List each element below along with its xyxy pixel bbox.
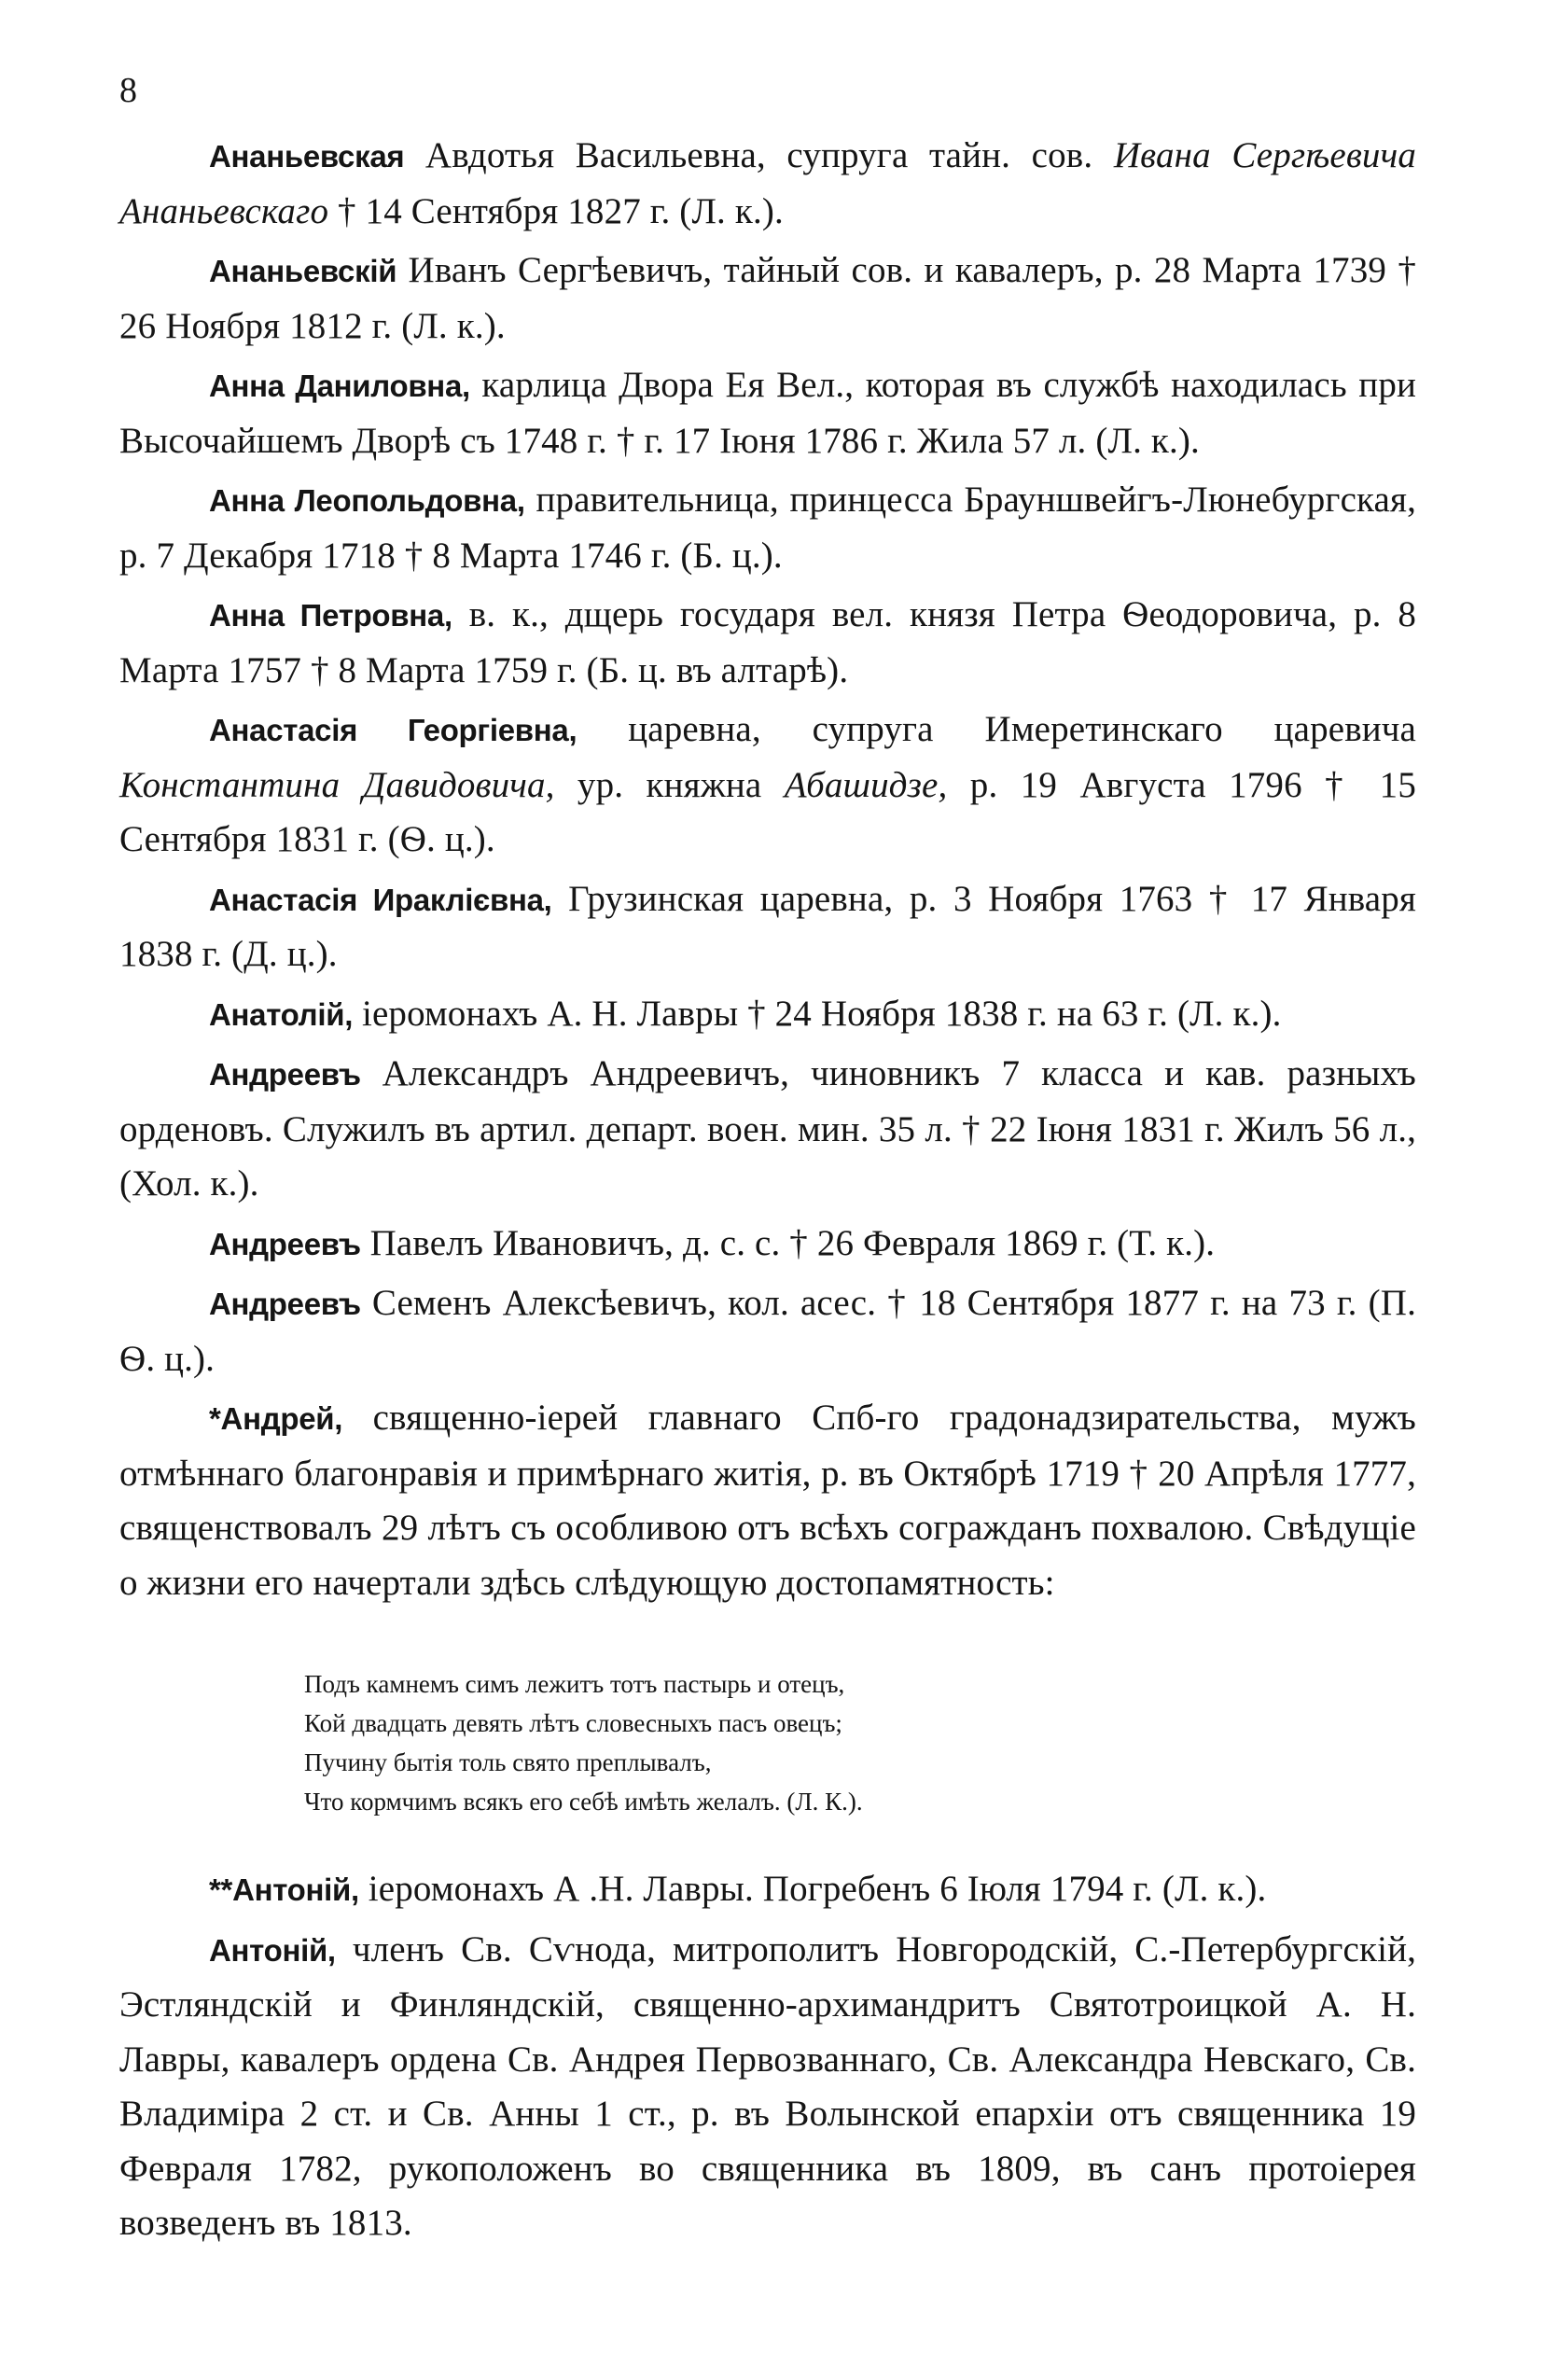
entry-headword: Андреевъ — [209, 1057, 361, 1092]
entry-text: † 14 Сентября 1827 г. (Л. к.). — [328, 190, 784, 231]
entry-anna-petrovna — [119, 588, 1416, 698]
entry-text: карлица Двора Ея Вел., которая въ службѣ находилась при Высочайшемъ Дворѣ съ 1748 г. † г. 17 Іюня 1786 г. Жила 57 л. (Л. к.). — [119, 365, 1416, 461]
entry-text: Александръ Андреевичъ, чиновникъ 7 класса и кав. разныхъ орденовъ. Служилъ въ артил. департ. воен. мин. 35 л. † 22 Іюня 1831 г. Жилъ 56 л., (Хол. к.). — [119, 1053, 1416, 1204]
entry-text: членъ Св. Сѵнода, митрополитъ Новгородскій, С.-Петербургскій, Эстляндскій и Финляндскій, священно-архимандритъ Святотроицкой А. Н. Лавры, кавалеръ ордена Св. Андрея Первозваннаго, Св. Александра Невскаго, Св. Владиміра 2 ст. и Св. Анны 1 ст., р. въ Волынской епархіи отъ священника 19 Февраля 1782, рукоположенъ во священника въ 1809, въ санъ протоіерея возведенъ въ 1813. — [119, 1928, 1416, 2243]
poem-line: Подъ камнемъ симъ лежитъ тотъ пастырь и отецъ, — [304, 1670, 845, 1698]
poem-line: Пучину бытія толь свято преплывалъ, — [304, 1748, 712, 1776]
entry-text: в. к., дщерь государя вел. князя Петра Ѳеодоровича, р. 8 Марта 1757 † 8 Марта 1759 г. (Б. ц. въ алтарѣ). — [119, 594, 1417, 690]
entry-headword: Андреевъ — [209, 1226, 361, 1261]
entry-text: р. 19 Августа 1796 † 15 Сентября 1831 г. (Ѳ. ц.). — [119, 764, 1416, 859]
entry-headword: Анатолій, — [209, 996, 354, 1032]
entry-andreev-pavel — [119, 1217, 1416, 1273]
entry-ananyevskaya — [119, 129, 1416, 239]
entry-text: іеромонахъ А .Н. Лавры. Погребенъ 6 Іюля 1794 г. (Л. к.). — [358, 1869, 1267, 1909]
poem-line: Кой двадцать девять лѣтъ словесныхъ пасъ овецъ; — [304, 1709, 842, 1737]
entry-text: Грузинская царевна, р. 3 Ноября 1763 † 17 Января 1838 г. (Д. ц.). — [119, 878, 1416, 974]
poem-line: Что кормчимъ всякъ его себѣ имѣть желалъ. (Л. К.). — [304, 1788, 863, 1816]
entry-andreev-alexandr — [119, 1047, 1416, 1212]
entry-italic-name: Ивана Сергѣевича Ананьевскаго — [119, 135, 1416, 231]
entry-text: Павелъ Ивановичъ, д. с. с. † 26 Февраля 1869 г. (Т. к.). — [360, 1222, 1216, 1263]
entry-anastasia-georgievna — [119, 703, 1416, 868]
entry-italic-name: Абашидзе, — [784, 764, 948, 805]
entry-antony-hieromonk — [119, 1862, 1416, 1918]
epitaph-poem — [304, 1664, 1416, 1821]
entry-headword: Анна Петровна, — [209, 598, 452, 633]
entry-text: правительница, принцесса Брауншвейгъ-Люнебургская, р. 7 Декабря 1718 † 8 Марта 1746 г. (Б. ц.). — [119, 480, 1416, 576]
entry-headword: Анастасія Ираклієвна, — [209, 882, 552, 917]
entry-text: священно-іерей главнаго Спб-го градонадзирательства, мужъ отмѣннаго благонравія и примѣрнаго житія, р. въ Октябрѣ 1719 † 20 Апрѣля 1777, священствовалъ 29 лѣтъ съ особливою отъ всѣхъ согражданъ похвалою. Свѣдущіе о жизни его начертали здѣсь слѣдующую достопамятность: — [119, 1398, 1416, 1603]
entry-text: царевна, супруга Имеретинскаго царевича — [577, 709, 1417, 749]
entry-text: ур. княжна — [554, 764, 785, 805]
entry-andreev-semen — [119, 1276, 1416, 1386]
entry-andrey — [119, 1391, 1416, 1610]
entry-headword: Ананьевская — [209, 139, 405, 174]
entry-text: Иванъ Сергѣевичъ, тайный сов. и кавалеръ, р. 28 Марта 1739 † 26 Ноября 1812 г. (Л. к.). — [119, 250, 1416, 346]
entry-italic-name: Константина Давидовича, — [119, 764, 555, 805]
page-content — [119, 129, 1416, 2256]
entry-headword: Анна Леопольдовна, — [209, 483, 525, 518]
entry-headword: *Андрей, — [209, 1401, 343, 1436]
entry-headword: Анастасія Георгіевна, — [209, 713, 577, 747]
entry-anatoly — [119, 987, 1416, 1043]
entry-headword: Ананьевскій — [209, 254, 397, 288]
entry-ananyevsky — [119, 244, 1416, 354]
entry-text: Семенъ Алексѣевичъ, кол. асес. † 18 Сентября 1877 г. на 73 г. (П. Ѳ. ц.). — [119, 1283, 1416, 1379]
entry-headword: Анна Даниловна, — [209, 369, 470, 403]
entry-headword: Андреевъ — [209, 1287, 361, 1321]
entry-text: Авдотья Васильевна, супруга тайн. сов. — [404, 135, 1114, 175]
entry-anna-danilovna — [119, 358, 1416, 468]
entry-anastasia-iraklievna — [119, 872, 1416, 982]
entry-headword: Антоній, — [209, 1932, 336, 1968]
page-number: 8 — [119, 71, 137, 110]
entry-antony-metropolitan — [119, 1923, 1416, 2251]
entry-text: іеромонахъ А. Н. Лавры † 24 Ноября 1838 г. на 63 г. (Л. к.). — [353, 993, 1282, 1034]
entry-headword: **Антоній, — [209, 1872, 359, 1907]
entry-anna-leopoldovna — [119, 473, 1416, 583]
